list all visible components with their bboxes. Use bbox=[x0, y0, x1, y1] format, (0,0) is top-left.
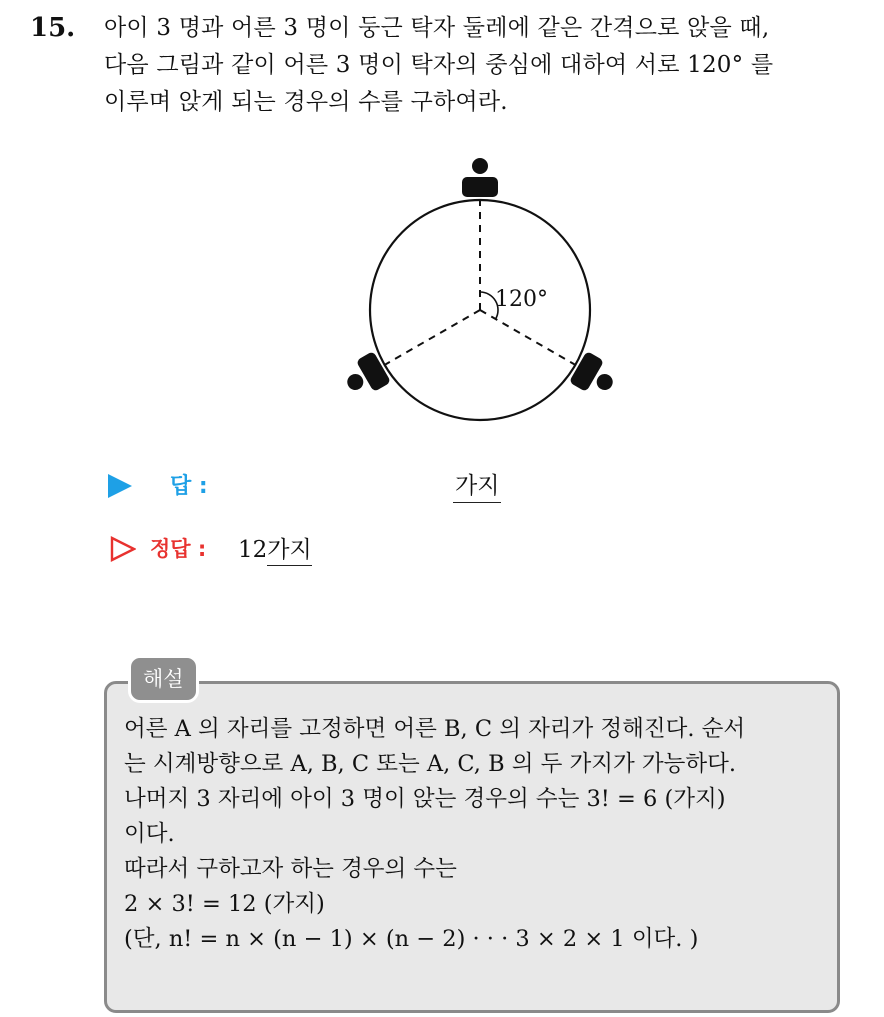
problem-number: 15. bbox=[30, 13, 76, 43]
correct-number: 12 bbox=[238, 537, 268, 563]
answer-blank[interactable]: 가지 bbox=[453, 467, 501, 503]
correct-value bbox=[238, 531, 312, 564]
correct-label: 정답 : bbox=[150, 537, 207, 561]
adult-seat-right bbox=[569, 351, 621, 402]
answer-row bbox=[108, 465, 608, 505]
correct-arrow-icon bbox=[110, 536, 136, 562]
explanation-line: 2 × 3! = 12 (가지) bbox=[124, 891, 325, 917]
explanation-text bbox=[124, 712, 834, 957]
correct-unit: 가지 bbox=[267, 537, 311, 566]
answer-label: 답 : bbox=[170, 474, 208, 499]
answer-arrow-icon bbox=[108, 474, 132, 498]
problem-line: 다음 그림과 같이 어른 3 명이 탁자의 중심에 대하여 서로 120° 를 bbox=[104, 52, 774, 78]
explanation-line: 어른 A 의 자리를 고정하면 어른 B, C 의 자리가 정해진다. 순서 bbox=[124, 716, 746, 742]
adult-seat-left bbox=[339, 351, 391, 402]
explanation-tag: 해설 bbox=[128, 655, 199, 703]
angle-label: 120° bbox=[495, 287, 548, 312]
radius-right bbox=[480, 310, 579, 367]
round-table-diagram bbox=[335, 155, 625, 425]
correct-answer-row bbox=[108, 528, 508, 568]
explanation-line: 따라서 구하고자 하는 경우의 수는 bbox=[124, 856, 457, 882]
problem-line: 이루며 앉게 되는 경우의 수를 구하여라. bbox=[104, 89, 508, 115]
problem bbox=[30, 10, 870, 121]
explanation-line: 는 시계방향으로 A, B, C 또는 A, C, B 의 두 가지가 가능하다. bbox=[124, 751, 737, 777]
radius-left bbox=[381, 310, 480, 367]
problem-text bbox=[104, 10, 870, 121]
explanation-line: 나머지 3 자리에 아이 3 명이 앉는 경우의 수는 3! = 6 (가지) bbox=[124, 786, 726, 812]
explanation-line: (단, n! = n × (n − 1) × (n − 2) · · · 3 × 2 × 1 이다. ) bbox=[124, 926, 699, 952]
problem-line: 아이 3 명과 어른 3 명이 둥근 탁자 둘레에 같은 간격으로 앉을 때, bbox=[104, 15, 770, 41]
adult-seat-top bbox=[462, 158, 498, 197]
round-table-figure bbox=[335, 155, 625, 425]
explanation-line: 이다. bbox=[124, 821, 175, 847]
